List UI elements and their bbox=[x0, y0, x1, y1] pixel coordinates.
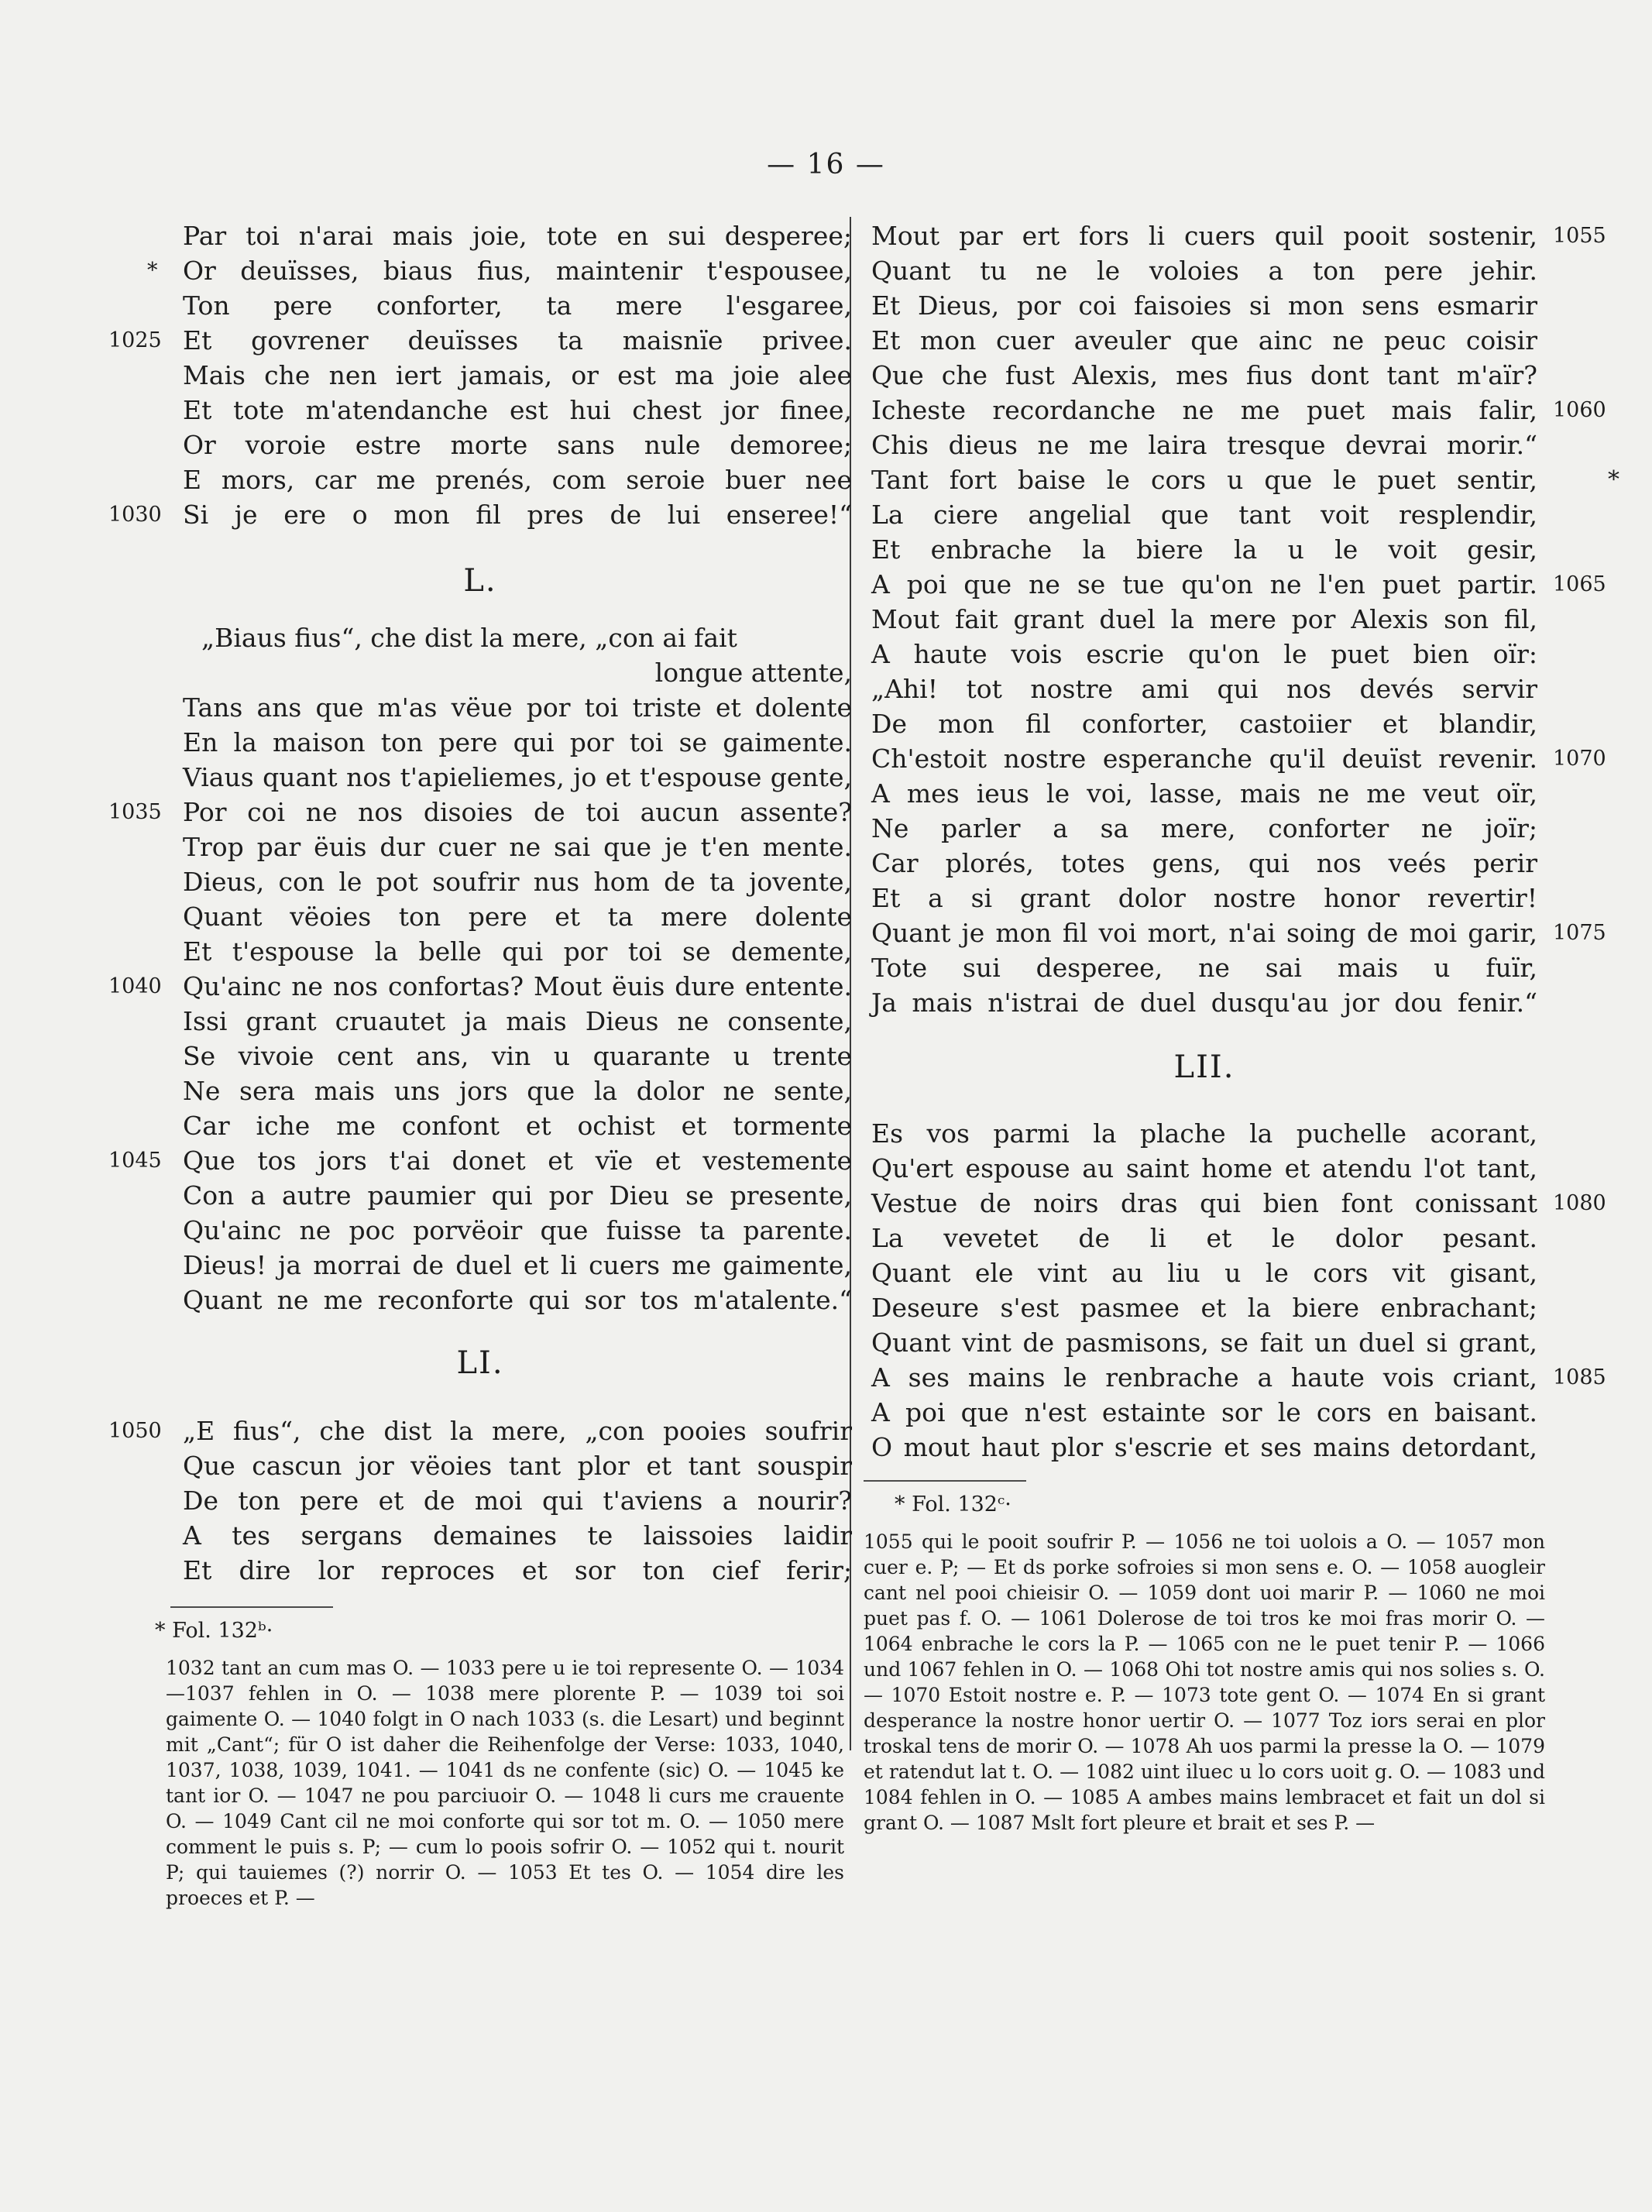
verse-text: A mes ieus le voi, lasse, mais ne me veut oïr, bbox=[871, 778, 1537, 809]
verse-line bbox=[108, 358, 852, 393]
verse-text: Ton pere conforter, ta mere l'esgaree, bbox=[183, 290, 852, 321]
verse-text: Et Dieus, por coi faisoies si mon sens esmarir bbox=[871, 290, 1537, 321]
verse-text: Con a autre paumier qui por Dieu se presente, bbox=[183, 1180, 852, 1211]
section-heading-l: L. bbox=[463, 563, 497, 599]
verse-line bbox=[864, 776, 1545, 811]
verse-line bbox=[864, 985, 1545, 1020]
verse-text: Que cascun jor vëoies tant plor et tant souspir bbox=[183, 1451, 852, 1481]
verse-text: Et dire lor reproces et sor ton cief ferir; bbox=[183, 1555, 852, 1585]
line-number: 1050 bbox=[108, 1419, 162, 1443]
verse-line bbox=[108, 725, 852, 760]
verse-line bbox=[108, 1004, 852, 1039]
verse-text: Ne parler a sa mere, conforter ne joïr; bbox=[871, 813, 1537, 843]
verse-line bbox=[108, 864, 852, 899]
footnote-rule bbox=[864, 1480, 1026, 1482]
verse-block bbox=[108, 218, 852, 532]
verse-text: De ton pere et de moi qui t'aviens a nourir? bbox=[183, 1486, 852, 1516]
verse-line bbox=[864, 811, 1545, 846]
line-number: 1025 bbox=[108, 328, 162, 352]
line-number: 1030 bbox=[108, 503, 162, 527]
verse-text: De mon fil conforter, castoiier et blandir, bbox=[871, 709, 1537, 739]
verse-line bbox=[108, 1483, 852, 1518]
footnote-rule bbox=[170, 1606, 333, 1608]
verse-text: Et tote m'atendanche est hui chest jor finee, bbox=[183, 395, 852, 425]
verse-line bbox=[108, 1108, 852, 1143]
verse-text: Et t'espouse la belle qui por toi se demente, bbox=[183, 936, 852, 967]
verse-text: Quant je mon fil voi mort, n'ai soing de moi garir, bbox=[871, 918, 1537, 948]
verse-line bbox=[864, 846, 1545, 881]
verse-line bbox=[108, 1213, 852, 1248]
line-number: 1070 bbox=[1553, 747, 1606, 771]
verse-text: A ses mains le renbrache a haute vois criant, bbox=[871, 1362, 1537, 1393]
verse-line bbox=[864, 288, 1545, 323]
footnote-marker: * bbox=[147, 259, 158, 283]
verse-line bbox=[108, 497, 852, 532]
verse-text: Mout fait grant duel la mere por Alexis son fil, bbox=[871, 604, 1537, 634]
verse-text: A poi que ne se tue qu'on ne l'en puet partir. bbox=[871, 569, 1537, 599]
verse-text: Por coi ne nos disoies de toi aucun assente? bbox=[183, 797, 852, 827]
verse-line bbox=[108, 655, 852, 690]
verse-line bbox=[864, 1325, 1545, 1360]
verse-text: En la maison ton pere qui por toi se gaimente. bbox=[183, 727, 852, 757]
verse-line bbox=[108, 1178, 852, 1213]
verse-line bbox=[108, 288, 852, 323]
verse-line bbox=[864, 915, 1606, 950]
verse-line bbox=[864, 1186, 1606, 1221]
line-number: 1055 bbox=[1553, 224, 1606, 248]
verse-line bbox=[864, 602, 1545, 637]
verse-text: Qu'ainc ne poc porvëoir que fuisse ta parente. bbox=[183, 1215, 852, 1245]
page-number: — 16 — bbox=[767, 149, 885, 180]
verse-text: Qu'ert espouse au saint home et atendu l'ot tant, bbox=[871, 1153, 1537, 1183]
verse-text: Tant fort baise le cors u que le puet sentir, bbox=[871, 465, 1537, 495]
verse-text: Or voroie estre morte sans nule demoree; bbox=[183, 430, 852, 460]
verse-line bbox=[864, 462, 1619, 497]
verse-text: Quant vëoies ton pere et ta mere dolente bbox=[183, 902, 852, 932]
verse-text: Si je ere o mon fil pres de lui enseree!“ bbox=[183, 500, 852, 530]
verse-text: E mors, car me prenés, com seroie buer nee bbox=[183, 465, 852, 495]
verse-line bbox=[864, 497, 1545, 532]
verse-text: Or deuïsses, biaus fius, maintenir t'espousee, bbox=[183, 256, 852, 286]
verse-line bbox=[108, 795, 852, 830]
verse-line bbox=[108, 760, 852, 795]
verse-line bbox=[864, 706, 1545, 741]
verse-block bbox=[864, 1116, 1606, 1465]
verse-text: Trop par ëuis dur cuer ne sai que je t'en mente. bbox=[183, 832, 852, 862]
verse-text: Ja mais n'istrai de duel dusqu'au jor dou fenir.“ bbox=[871, 988, 1537, 1018]
line-number: 1085 bbox=[1553, 1365, 1606, 1389]
verse-text: Et govrener deuïsses ta maisnïe privee. bbox=[183, 325, 852, 356]
verse-line bbox=[108, 428, 852, 462]
verse-line bbox=[864, 253, 1545, 288]
verse-text: Et mon cuer aveuler que ainc ne peuc coisir bbox=[871, 325, 1537, 356]
footnote: 1032 tant an cum mas O. — 1033 pere u ie toi represente O. — 1034—1037 fehlen in O. — 1038 mere plorente P. — 1039 toi soi gaimente O. — 1040 folgt in O nach 1033 (s. die Lesart) und beginnt mit „Cant“; für O ist daher die Reihenfolge der Verse: 1033, 1040, 1037, 1038, 1039, 1041. — 1041 ds ne confente (sic) O. — 1045 ke tant ior O. — 1047 ne pou parciuoir O. — 1048 li curs me crauente O. — 1049 Cant cil ne moi conforte qui sor tot m. O. — 1050 mere comment le puis s. P; — cum lo poois sofrir O. — 1052 qui t. nourit P; qui tauiemes (?) norrir O. — 1053 Et tes O. — 1054 dire les proeces et P. — bbox=[166, 1657, 844, 1909]
line-number: 1040 bbox=[108, 974, 162, 998]
verse-line bbox=[108, 969, 852, 1004]
verse-text: Tote sui desperee, ne sai mais u fuïr, bbox=[871, 953, 1537, 983]
verse-line bbox=[108, 1518, 852, 1553]
verse-text: La ciere angelial que tant voit resplendir, bbox=[871, 500, 1537, 530]
verse-line bbox=[864, 428, 1545, 462]
verse-line bbox=[108, 1283, 852, 1317]
verse-line bbox=[864, 950, 1545, 985]
verse-text: Se vivoie cent ans, vin u quarante u trente bbox=[183, 1041, 852, 1071]
line-number: 1035 bbox=[108, 800, 162, 824]
verse-line bbox=[864, 881, 1545, 915]
footnote-label: * Fol. 132ᵇ· bbox=[155, 1619, 273, 1643]
verse-block bbox=[864, 218, 1619, 1020]
section-heading-li: LI. bbox=[456, 1345, 504, 1381]
verse-block bbox=[108, 690, 852, 1317]
verse-text: „Biaus fius“, che dist la mere, „con ai fait bbox=[201, 623, 737, 653]
right-column bbox=[864, 218, 1619, 1836]
verse-line bbox=[864, 637, 1545, 672]
verse-text: Deseure s'est pasmee et la biere enbrachant; bbox=[871, 1293, 1537, 1323]
footnote-marker: * bbox=[1608, 466, 1619, 493]
verse-line bbox=[864, 567, 1606, 602]
verse-line bbox=[108, 1448, 852, 1483]
verse-line bbox=[108, 690, 852, 725]
verse-line bbox=[864, 741, 1606, 776]
verse-text: Qu'ainc ne nos confortas? Mout ëuis dure entente. bbox=[183, 971, 852, 1001]
left-column bbox=[108, 218, 852, 1911]
verse-line bbox=[864, 393, 1606, 428]
verse-text: Viaus quant nos t'apieliemes, jo et t'espouse gente, bbox=[183, 762, 852, 792]
verse-line bbox=[108, 1143, 852, 1178]
verse-line bbox=[864, 672, 1545, 706]
verse-line bbox=[864, 532, 1545, 567]
verse-text: Car plorés, totes gens, qui nos veés perir bbox=[871, 848, 1537, 878]
verse-line bbox=[864, 358, 1545, 393]
verse-line bbox=[108, 323, 852, 358]
verse-text: Vestue de noirs dras qui bien font conissant bbox=[871, 1188, 1537, 1218]
line-number: 1045 bbox=[108, 1149, 162, 1173]
verse-text: A poi que n'est estainte sor le cors en baisant. bbox=[871, 1397, 1537, 1427]
verse-text: Par toi n'arai mais joie, tote en sui desperee; bbox=[183, 221, 852, 251]
verse-line bbox=[108, 934, 852, 969]
verse-text: Que tos jors t'ai donet et vïe et vestemente bbox=[183, 1146, 852, 1176]
verse-line bbox=[108, 620, 852, 655]
verse-text: Dieus, con le pot soufrir nus hom de ta jovente, bbox=[183, 867, 852, 897]
footnote: 1055 qui le pooit soufrir P. — 1056 ne toi uolois a O. — 1057 mon cuer e. P; — Et ds porke sofroies si mon sens e. O. — 1058 auogleir cant nel pooi chieisir O. — 1059 dont uoi marir P. — 1060 ne moi puet pas f. O. — 1061 Dolerose de toi tros ke moi fras morir O. — 1064 enbrache le cors la P. — 1065 con ne le puet tenir P. — 1066 und 1067 fehlen in O. — 1068 Ohi tot nostre amis qui nos solies s. O. — 1070 Estoit nostre e. P. — 1073 tote gent O. — 1074 En si grant desperance la nostre honor uertir O. — 1077 Toz iors serai en plor troskal tens de morir O. — 1078 Ah uos parmi la presse la O. — 1079 et ratendut lat t. O. — 1082 uint iluec u lo cors uoit g. O. — 1083 und 1084 fehlen in O. — 1085 A ambes mains lembracet et fait un dol si grant O. — 1087 Mslt fort pleure et brait et ses P. — bbox=[864, 1530, 1545, 1834]
verse-text: Chis dieus ne me laira tresque devrai morir.“ bbox=[871, 430, 1537, 460]
verse-line bbox=[108, 218, 852, 253]
verse-line bbox=[864, 218, 1606, 253]
verse-block bbox=[108, 1413, 852, 1588]
verse-line bbox=[108, 830, 852, 864]
line-number: 1060 bbox=[1553, 398, 1606, 422]
verse-line bbox=[864, 1290, 1545, 1325]
line-number: 1065 bbox=[1553, 572, 1606, 596]
verse-line bbox=[108, 1039, 852, 1073]
verse-text: Ch'estoit nostre esperanche qu'il deuïst revenir. bbox=[871, 744, 1537, 774]
verse-text: Dieus! ja morrai de duel et li cuers me gaimente, bbox=[183, 1250, 852, 1280]
line-number: 1080 bbox=[1553, 1191, 1606, 1215]
verse-line bbox=[864, 1221, 1545, 1255]
verse-text: Ne sera mais uns jors que la dolor ne sente, bbox=[183, 1076, 852, 1106]
verse-text: „Ahi! tot nostre ami qui nos devés servir bbox=[871, 674, 1537, 704]
line-number: 1075 bbox=[1553, 921, 1606, 945]
verse-text: Quant ne me reconforte qui sor tos m'atalente.“ bbox=[183, 1285, 852, 1315]
verse-text: O mout haut plor s'escrie et ses mains detordant, bbox=[871, 1432, 1537, 1462]
verse-line bbox=[108, 253, 852, 288]
verse-line bbox=[108, 1248, 852, 1283]
verse-text: A haute vois escrie qu'on le puet bien oïr: bbox=[871, 639, 1537, 669]
verse-text: Quant tu ne le voloies a ton pere jehir. bbox=[871, 256, 1537, 286]
verse-text: „E fius“, che dist la mere, „con pooies soufrir bbox=[183, 1416, 852, 1446]
verse-line bbox=[108, 1073, 852, 1108]
verse-line bbox=[108, 1553, 852, 1588]
verse-text: Que che fust Alexis, mes fius dont tant m'aïr? bbox=[871, 360, 1537, 390]
verse-line bbox=[108, 393, 852, 428]
verse-text: Es vos parmi la plache la puchelle acorant, bbox=[871, 1118, 1537, 1149]
verse-text: Quant vint de pasmisons, se fait un duel si grant, bbox=[871, 1328, 1537, 1358]
verse-line bbox=[864, 1395, 1545, 1430]
verse-line bbox=[864, 1151, 1545, 1186]
verse-line bbox=[108, 899, 852, 934]
verse-text: Tans ans que m'as vëue por toi triste et dolente bbox=[183, 692, 852, 723]
verse-line bbox=[864, 1255, 1545, 1290]
verse-text: La vevetet de li et le dolor pesant. bbox=[871, 1223, 1537, 1253]
verse-text: Et enbrache la biere la u le voit gesir, bbox=[871, 534, 1537, 565]
verse-text: Issi grant cruautet ja mais Dieus ne consente, bbox=[183, 1006, 852, 1036]
verse-line bbox=[864, 323, 1545, 358]
footnote-label: * Fol. 132ᶜ· bbox=[895, 1492, 1011, 1516]
verse-line bbox=[864, 1116, 1545, 1151]
verse-text: Car iche me confont et ochist et tormente bbox=[183, 1111, 852, 1141]
verse-text-continued: longue attente, bbox=[654, 658, 852, 688]
verse-text: Mais che nen iert jamais, or est ma joie alee bbox=[183, 360, 852, 390]
verse-line bbox=[864, 1360, 1606, 1395]
verse-text: Mout par ert fors li cuers quil pooit sostenir, bbox=[871, 221, 1537, 251]
verse-line bbox=[864, 1430, 1545, 1465]
verse-line bbox=[108, 1413, 852, 1448]
verse-text: Quant ele vint au liu u le cors vit gisant, bbox=[871, 1258, 1537, 1288]
verse-text: Icheste recordanche ne me puet mais falir, bbox=[871, 395, 1537, 425]
verse-line bbox=[108, 462, 852, 497]
verse-text: Et a si grant dolor nostre honor revertir! bbox=[871, 883, 1537, 913]
section-heading-lii: LII. bbox=[1173, 1049, 1235, 1085]
verse-text: A tes sergans demaines te laissoies laidir bbox=[183, 1520, 852, 1551]
